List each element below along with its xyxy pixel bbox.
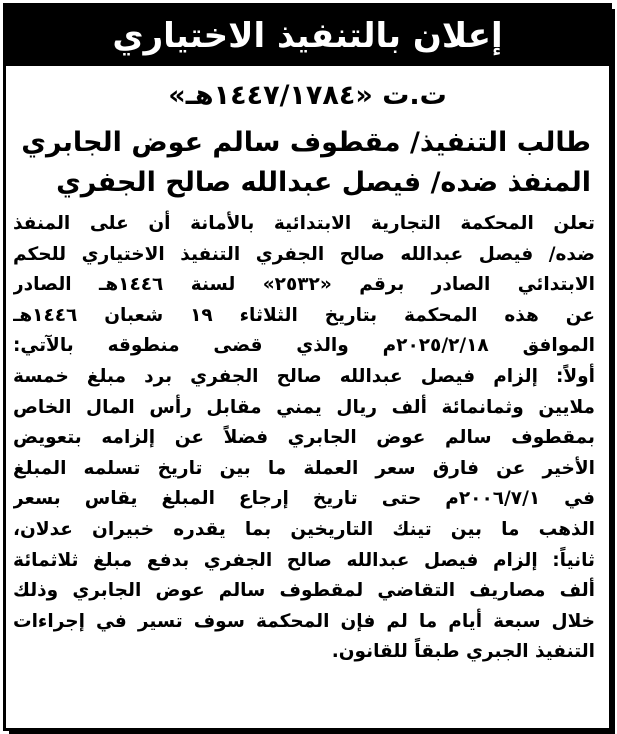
body-line: الابتدائي الصادر برقم «٢٥٣٢» لسنة ١٤٤٦هـ الصادر xyxy=(13,274,595,296)
body-line: أولاً: إلزام فيصل عبدالله صالح الجفري برد مبلغ خمسة xyxy=(13,365,595,387)
case-number: ت.ت «١٤٤٧/١٧٨٤هـ» xyxy=(168,80,447,111)
notice-body xyxy=(13,209,595,668)
body-line: التنفيذ الجبري طبقاً للقانون. xyxy=(331,641,595,663)
body-line: ضده/ فيصل عبدالله صالح الجفري التنفيذ الاختياري للحكم xyxy=(13,243,595,265)
body-line: ألف مصاريف التقاضي لمقطوف سالم عوض الجابري وذلك xyxy=(13,580,595,602)
body-line: ثانياً: إلزام فيصل عبدالله صالح الجفري بدفع مبلغ ثلاثمائة xyxy=(13,549,595,571)
body-line: عن هذه المحكمة بتاريخ الثلاثاء ١٩ شعبان ١٤٤٦هـ xyxy=(13,304,595,326)
body-line: في ٢٠٠٦/٧/١م حتى تاريخ إرجاع المبلغ يقاس بسعر xyxy=(13,488,595,510)
body-line: الموافق ٢٠٢٥/٢/١٨م والذي قضى منطوقه بالآتي: xyxy=(13,335,595,357)
body-line: ملايين وثمانمائة ألف ريال يمني مقابل رأس المال الخاص xyxy=(13,396,595,418)
applicant-line: طالب التنفيذ/ مقطوف سالم عوض الجابري xyxy=(21,127,591,158)
notice-title: إعلان بالتنفيذ الاختياري xyxy=(6,6,609,66)
body-line: بمقطوف سالم عوض الجابري فضلاً عن إلزامه بتعويض xyxy=(13,427,595,449)
respondent-line: المنفذ ضده/ فيصل عبدالله صالح الجفري xyxy=(56,167,591,198)
body-line: خلال سبعة أيام ما لم فإن المحكمة سوف تسير في إجراءات xyxy=(13,610,595,632)
body-line: الأخير عن فارق سعر العملة ما بين تاريخ تسلمه المبلغ xyxy=(13,457,595,479)
notice-frame xyxy=(3,3,612,731)
body-line: الذهب ما بين تينك التاريخين بما يقدره خبيران عدلان، xyxy=(13,518,595,540)
body-line: تعلن المحكمة التجارية الابتدائية بالأمانة أن على المنفذ xyxy=(13,213,595,234)
